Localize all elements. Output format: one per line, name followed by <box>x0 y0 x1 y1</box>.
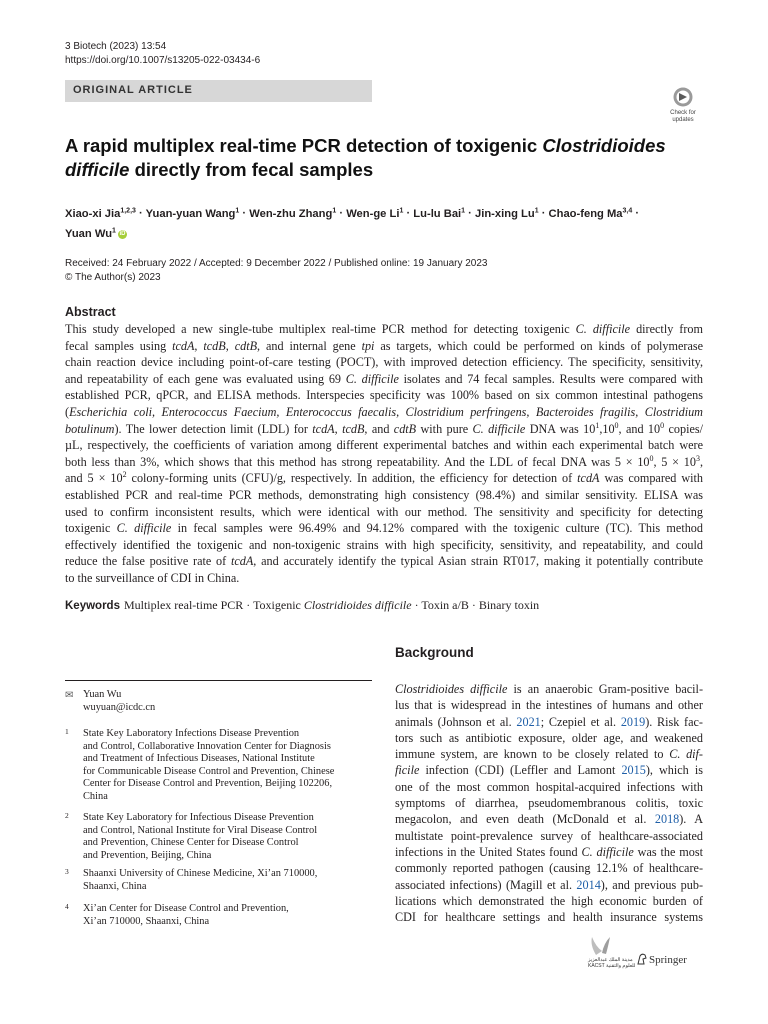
affiliation-number: 2 <box>65 811 69 820</box>
author-name[interactable]: Yuan Wu$^1$ <box>65 227 116 241</box>
orcid-icon[interactable]: iD <box>119 231 126 238</box>
affiliation-number: 1 <box>65 727 69 736</box>
affiliation-number: 3 <box>65 867 69 876</box>
article-type-bar <box>65 80 372 102</box>
background-line: multistate point-prevalence survey of healthcare-associated <box>395 828 703 843</box>
abstract-heading: Abstract <box>65 305 116 319</box>
abstract-body <box>65 321 703 587</box>
affiliation-line: China <box>83 790 108 802</box>
affiliation-line: State Key Laboratory for Infectious Disease Prevention <box>83 812 314 823</box>
background-line: animals (Johnson et al. 2021; Czepiel et al. 2019). Risk fac- <box>395 714 703 729</box>
abstract-line: toxigenic C. difficile in fecal samples were 96.49% and 94.12% compared with the toxigenic culture (TC). This method <box>65 521 703 536</box>
abstract-line: reduce the false positive rate of tcdA, and accurately identify the typical Asian strain RT017, making it potentially contribute <box>65 554 703 569</box>
affiliation-line: Center for Disease Control and Prevention, Beijing 102206, <box>83 778 333 790</box>
background-line: lus that is widespread in the intestines of humans and other <box>395 698 703 713</box>
abstract-line: botulinum). The lower detection limit (LDL) for tcdA, tcdB, and cdtB with pure C. difficile DNA was $10^1,10^0$, and $10^0$ copies/ <box>65 420 703 436</box>
kacst-text: مدينة الملك عبدالعزيز KACST للعلوم والتقنية <box>588 957 636 969</box>
badge-line1: Check for <box>670 110 696 116</box>
author-name[interactable]: Jin-xing Lu$^1$ <box>475 207 539 220</box>
background-line: symptoms of diarrhea, pseudomembranous colitis, toxic <box>395 796 703 811</box>
affiliation-line: and Prevention, Beijing, China <box>83 849 212 861</box>
background-line: CDI for healthcare settings and health insurance systems <box>395 910 703 925</box>
journal-citation: 3 Biotech (2023) 13:54 <box>65 41 167 52</box>
abstract-line: effectively identified the toxigenic and non-toxigenic strains with high specificity, sensitivity, and repeatability, and could <box>65 537 703 552</box>
abstract-line: both less than 3%, which shows that this method has strong repeatability. And the LDL of fecal DNA was $5 \times 10^0$, $5 \times 10^3$, <box>65 453 703 469</box>
background-line: immune system, are known to be closely related to C. dif- <box>395 747 703 762</box>
affiliation-line: Shaanxi, China <box>83 880 147 892</box>
abstract-line: chain reaction device including point-of-care testing (POCT), with improved detection efficiency. The specificity, sensitivity, <box>65 355 703 370</box>
affiliation-number: 4 <box>65 902 69 911</box>
affiliation-line: Shaanxi University of Chinese Medicine, Xi’an 710000, <box>83 868 318 879</box>
author-name[interactable]: Wen-ge Li$^1$ <box>346 207 404 220</box>
check-for-updates-badge[interactable] <box>664 85 702 125</box>
affiliation-line: and Treatment of Infectious Diseases, National Institute <box>83 753 315 765</box>
publication-dates <box>65 257 488 285</box>
journal-header <box>65 40 260 68</box>
background-line: ficile infection (CDI) (Leffler and Lamont 2015), which is <box>395 763 703 778</box>
author-name[interactable]: Yuan-yuan Wang$^1$ <box>145 207 240 220</box>
background-line: associated infections) (Magill et al. 2014), and previous pub- <box>395 877 703 892</box>
corresponding-email[interactable]: wuyuan@icdc.cn <box>83 702 156 713</box>
background-line: infections in the United States found C. difficile was the most <box>395 844 703 859</box>
affiliation-line: and Prevention, Chinese Center for Disease Control <box>83 837 299 849</box>
footnote-divider <box>65 680 372 681</box>
publisher-logo <box>580 935 705 971</box>
envelope-icon: ✉ <box>65 690 74 701</box>
affiliation-line: and Control, National Institute for Viral Disease Control <box>83 824 318 836</box>
abstract-line: used to confirm inconsistent results, which were identical with our method. The sensitivity and specificity for detecting <box>65 504 703 519</box>
article-title: A rapid multiplex real-time PCR detection of toxigenic Clostridioides difficile directly from fecal samples <box>65 135 666 180</box>
author-list: Xiao-xi Jia$^{1,2,3}$ · Yuan-yuan Wang$^1$ · Wen-zhu Zhang$^1$ · Wen-ge $Li^1 \cdot Lu-lu$ Bai$^1$ · Jin-xing $Lu^1$ · Chao-feng Ma$^{3,4}$ · Yuan Wu$^1$ iD <box>65 207 640 241</box>
article-type: ORIGINAL ARTICLE <box>73 84 193 96</box>
background-line: tors such as antibiotic exposure, older age, and weakened <box>395 730 703 745</box>
affiliation-line: State Key Laboratory Infections Disease Prevention <box>83 728 300 739</box>
abstract-line: (Escherichia coli, Enterococcus Faecium, Enterococcus faecalis, Clostridium perfringens, Bacteroides fragilis, Clostridium <box>65 404 703 419</box>
abstract-line: and repeatability of each gene was evaluated using 69 C. difficile isolates and 74 fecal samples. Results were compared with <box>65 371 704 386</box>
background-line: Clostridioides difficile is an anaerobic Gram-positive bacil- <box>395 682 704 696</box>
abstract-line: fecal samples using tcdA, tcdB, cdtB, and internal gene tpi as targets, which could be performed on kinds of polymerase <box>65 338 704 353</box>
background-line: megacolon, and even death (McDonald et al. 2018). A <box>395 812 703 827</box>
springer-horse-icon <box>636 952 648 966</box>
corresponding-author: Yuan Wu <box>83 689 122 700</box>
copyright: © The Author(s) 2023 <box>65 272 161 283</box>
abstract-line: This study developed a new single-tube multiplex real-time PCR method for detecting toxigenic C. difficile directly from <box>65 322 703 336</box>
doi-link[interactable]: https://doi.org/10.1007/s13205-022-03434-6 <box>65 55 261 66</box>
background-heading: Background <box>395 645 474 660</box>
abstract-line: and $5 \times 10^2$ colony-forming units (CFU)/g, respectively. In addition, the efficiency for detection of tcdA was compared with <box>65 470 703 486</box>
publication-history: Received: 24 February 2022 / Accepted: 9 December 2022 / Published online: 19 January 2023 <box>65 258 488 269</box>
abstract-line: established PCR and real-time PCR methods, demonstrating high consistency (98.4%) and similar sensitivity. ELISA was <box>65 487 703 502</box>
author-name[interactable]: Chao-feng Ma$^{3,4}$ <box>548 207 633 220</box>
badge-line2: updates <box>672 117 694 123</box>
author-name[interactable]: Lu-lu Bai$^1$ <box>413 207 466 220</box>
author-name[interactable]: Xiao-xi Jia$^{1,2,3}$ <box>65 207 136 220</box>
springer-name: Springer <box>649 954 687 966</box>
affiliation-line: for Communicable Disease Control and Prevention, Chinese <box>83 765 335 777</box>
abstract-line: established PCR, qPCR, and ELISA methods. Interspecies specificity was 100% based on six common intestinal pathogens <box>65 388 703 403</box>
background-line: one of the most common hospital-acquired infections with <box>395 779 703 794</box>
affiliation-line: Xi’an Center for Disease Control and Prevention, <box>83 903 289 914</box>
abstract-line: to the surveillance of CDI in China. <box>65 570 240 585</box>
affiliation-line: and Control, Collaborative Innovation Center for Diagnosis <box>83 740 331 752</box>
keywords: Keywords Multiplex real-time PCR · Toxigenic Clostridioides difficile · Toxin a/B · Binary toxin <box>65 598 540 612</box>
background-body <box>395 681 703 925</box>
abstract-line: µL, respectively, the coefficients of variation among different experimental batches and within each experimental batch were <box>65 438 703 453</box>
background-line: commonly reported pathogen (causing 12.1% of healthcare- <box>395 861 703 876</box>
affiliation-line: Xi’an 710000, Shaanxi, China <box>83 915 210 927</box>
background-line: lications which demonstrated the high economic burden of <box>395 893 703 908</box>
keywords-heading: Keywords <box>65 600 120 612</box>
author-name[interactable]: Wen-zhu Zhang$^1$ <box>249 207 337 220</box>
check-updates-icon <box>664 85 702 125</box>
